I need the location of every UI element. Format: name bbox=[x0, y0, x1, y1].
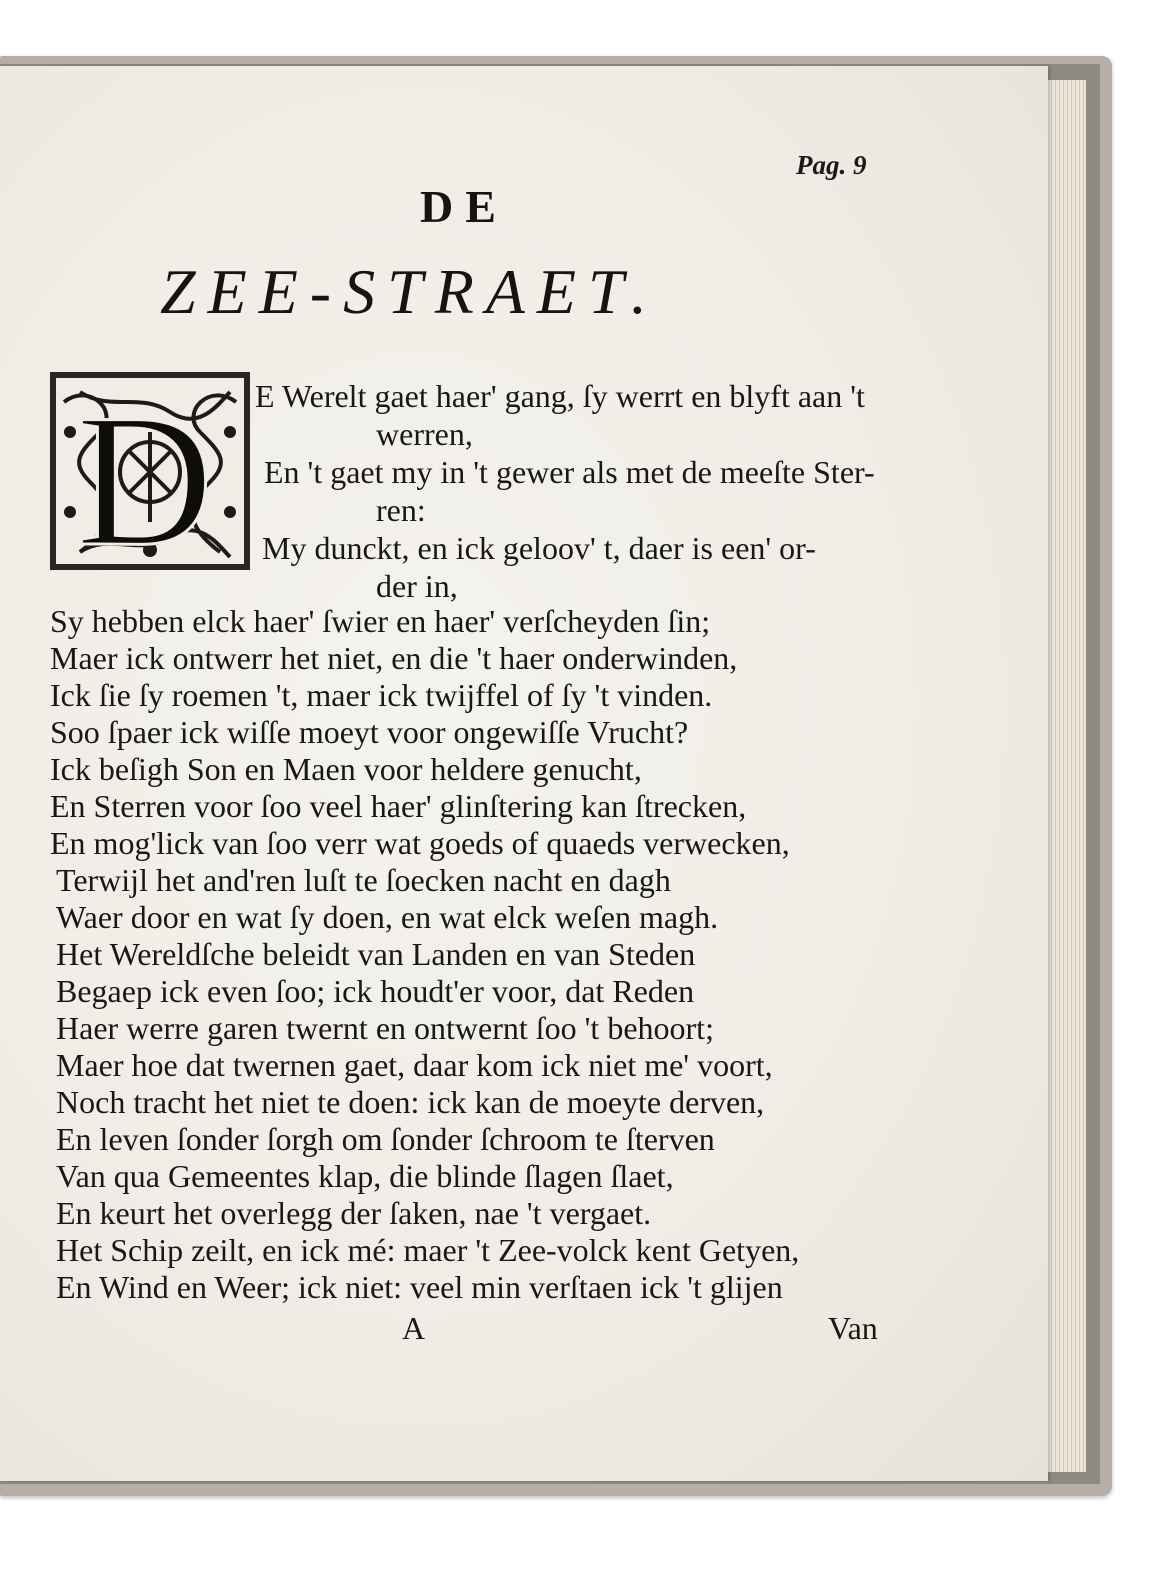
verse-line: Maer ick ontwerr het niet, en die 't haer onderwinden, bbox=[50, 640, 738, 676]
verse-line: En Wind en Weer; ick niet: veel min verſtaen ick 't glijen bbox=[56, 1269, 783, 1305]
page-number: Pag. 9 bbox=[796, 150, 867, 180]
verse-line: Ick beſigh Son en Maen voor heldere genucht, bbox=[50, 751, 642, 787]
verse-line: werren, bbox=[376, 416, 473, 452]
verse-line: E Werelt gaet haer' gang, ſy werrt en blyft aan 't bbox=[255, 378, 865, 414]
verse-line: En mog'lick van ſoo verr wat goeds of quaeds verwecken, bbox=[50, 825, 790, 861]
verse-line: My dunckt, en ick geloov' t, daer is een' or- bbox=[262, 530, 816, 566]
verse-line: Sy hebben elck haer' ſwier en haer' verſcheyden ſin; bbox=[50, 603, 711, 639]
verse-line: Soo ſpaer ick wiſſe moeyt voor ongewiſſe Vrucht? bbox=[50, 714, 689, 750]
verse-line: ren: bbox=[376, 492, 426, 528]
initial-letter: D bbox=[76, 376, 214, 570]
verse-line: En keurt het overlegg der ſaken, nae 't vergaet. bbox=[56, 1195, 652, 1231]
verse-line: Ick ſie ſy roemen 't, maer ick twijffel of ſy 't vinden. bbox=[50, 677, 713, 713]
verse-line: En Sterren voor ſoo veel haer' glinſtering kan ſtrecken, bbox=[50, 788, 747, 824]
verse-line: Het Wereldſche beleidt van Landen en van Steden bbox=[56, 936, 696, 972]
verse-line: der in, bbox=[376, 568, 458, 604]
title-line-2: ZEE-STRAET. bbox=[160, 256, 659, 327]
verse-line: Haer werre garen twernt en ontwernt ſoo 't behoort; bbox=[56, 1010, 714, 1046]
signature-mark: A bbox=[402, 1310, 426, 1346]
decorated-initial bbox=[50, 372, 250, 570]
verse-line: En 't gaet my in 't gewer als met de meeſte Ster- bbox=[264, 454, 875, 490]
title-line-1: DE bbox=[420, 181, 508, 232]
verse-line: Waer door en wat ſy doen, en wat elck weſen magh. bbox=[56, 899, 719, 935]
verse-line: Maer hoe dat twernen gaet, daar kom ick niet me' voort, bbox=[56, 1047, 773, 1083]
verse-line: Terwijl het and'ren luſt te ſoecken nacht en dagh bbox=[56, 862, 671, 898]
verse-line: En leven ſonder ſorgh om ſonder ſchroom te ſterven bbox=[56, 1121, 715, 1157]
verse-line: Het Schip zeilt, en ick mé: maer 't Zee-volck kent Getyen, bbox=[56, 1232, 800, 1268]
verse-line: Van qua Gemeentes klap, die blinde ſlagen ſlaet, bbox=[56, 1158, 674, 1194]
catchword: Van bbox=[828, 1310, 878, 1346]
verse-line: Noch tracht het niet te doen: ick kan de moeyte derven, bbox=[56, 1084, 765, 1120]
verse-line: Begaep ick even ſoo; ick houdt'er voor, dat Reden bbox=[56, 973, 695, 1009]
